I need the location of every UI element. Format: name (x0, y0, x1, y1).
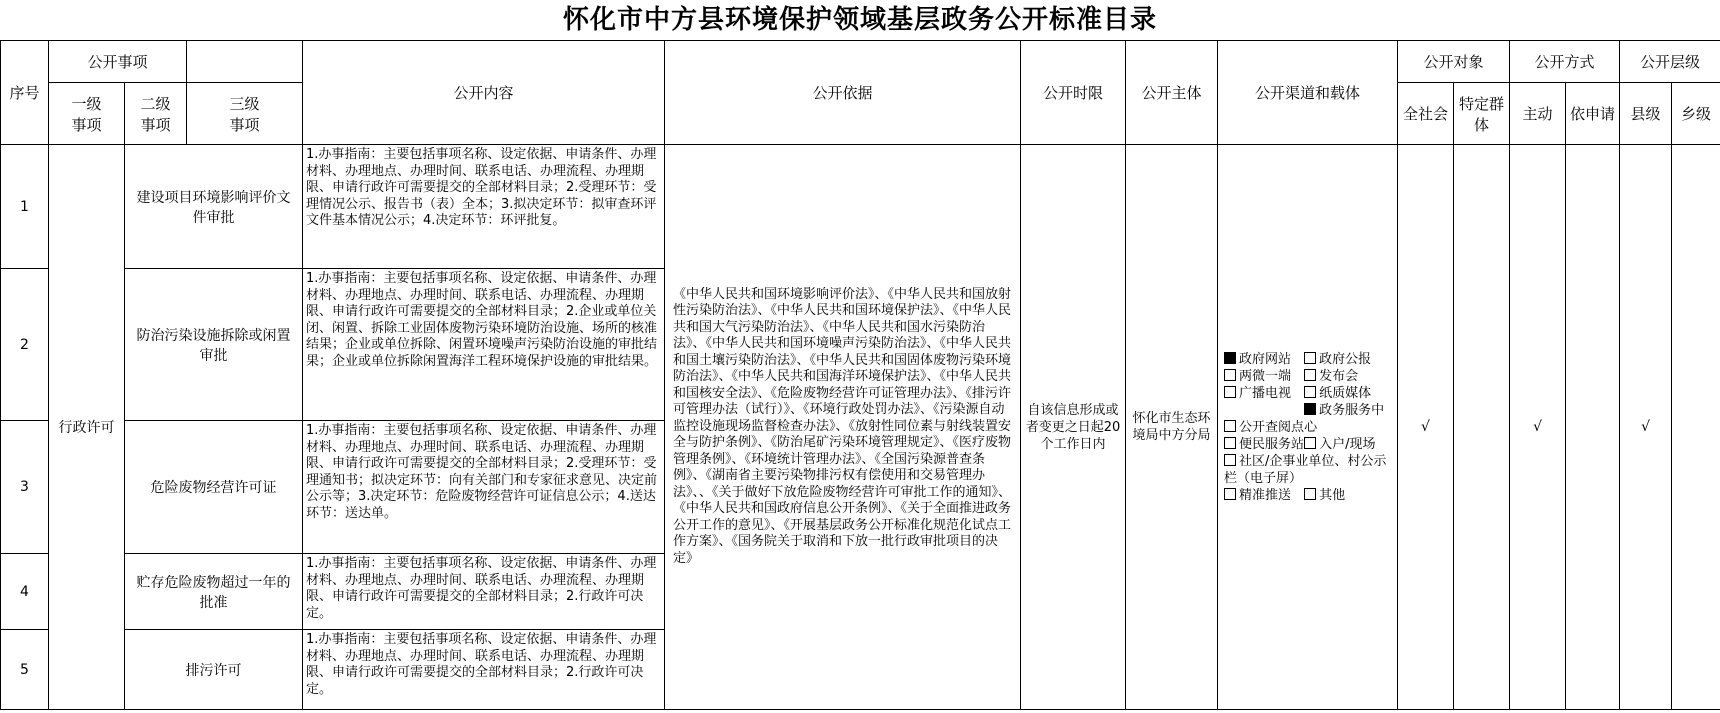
header-seq: 序号 (1, 41, 49, 145)
header-mode-active: 主动 (1510, 83, 1566, 145)
target-all-mark: √ (1398, 145, 1454, 710)
unchecked-box-icon (1304, 386, 1316, 398)
header-level3: 三级 事项 (187, 83, 303, 145)
header-item-group-empty (187, 41, 303, 83)
channel-label: 社区/企事业单位、村公示栏（电子屏） (1224, 453, 1387, 486)
basis-text: 《中华人民共和国环境影响评价法》、《中华人民共和国放射性污染防治法》、《中华人民共和国环境保护法》、《中华人民共和国大气污染防治法》、《中华人民共和国水污染防治法》、《中华人民共和国环境噪声污染防治法》、《中华人民共和国土壤污染防治法》、《中华人民共和国固体废物污染环境防治法》、《中华人民共和国海洋环境保护法》、《中华人民共和国核安全法》、《危险废物经营许可证管理办法》、《排污许可管理办法（试行）》、《环境行政处罚办法》、《污染源自动监控设施现场监督检查办法》、《放射性同位素与射线装置安全与防护条例》、《防治尾矿污染环境管理规定》、《医疗废物管理条例》、《环境统计管理办法》、《全国污染源普查条例》、《湖南省主要污染物排污权有偿使用和交易管理办法》、、《关于做好下放危险废物经营许可审批工作的通知》、《中华人民共和国政府信息公开条例》、《关于全面推进政务公开工作的意见》、《开展基层政务公开标准化规范化试点工作方案》、《国务院关于取消和下放一批行政审批项目的决定》 (665, 145, 1021, 710)
header-level-group: 公开层级 (1620, 41, 1720, 83)
channel-items (1224, 351, 1391, 504)
unchecked-box-icon (1304, 352, 1316, 364)
row-item: 危险废物经营许可证 (125, 421, 303, 554)
page-title: 怀化市中方县环境保护领域基层政务公开标准目录 (562, 5, 1157, 35)
channel-item (1304, 351, 1384, 368)
channel-label: 公开查阅点 (1239, 419, 1305, 435)
unchecked-box-icon (1304, 437, 1316, 449)
channel-label: 便民服务站 (1239, 436, 1305, 452)
channel-label: 政府公报 (1319, 351, 1372, 367)
row-content: 1.办事指南：主要包括事项名称、设定依据、申请条件、办理材料、办理地点、办理时间、联系电话、办理流程、办理期限、申请行政许可需要提交的全部材料目录；2.行政许可决定。 (303, 630, 665, 710)
row-item: 排污许可 (125, 630, 303, 710)
channel-label: 纸质媒体 (1319, 385, 1372, 401)
channel-label: 精准推送 (1239, 487, 1292, 503)
header-subject: 公开主体 (1126, 41, 1218, 145)
checked-box-icon (1224, 352, 1236, 364)
row-item: 防治污染设施拆除或闲置审批 (125, 269, 303, 421)
header-time-limit: 公开时限 (1021, 41, 1126, 145)
header-target-group: 公开对象 (1398, 41, 1510, 83)
header-basis: 公开依据 (665, 41, 1021, 145)
row-content: 1.办事指南：主要包括事项名称、设定依据、申请条件、办理材料、办理地点、办理时间、联系电话、办理流程、办理期限、申请行政许可需要提交的全部材料目录；2.行政许可决定。 (303, 554, 665, 630)
level-county-mark: √ (1620, 145, 1672, 710)
row-seq: 4 (1, 554, 49, 630)
channel-label: 政务服务中心 (1304, 402, 1385, 435)
table-row (1, 145, 1720, 269)
row-item: 建设项目环境影响评价文件审批 (125, 145, 303, 269)
header-level1: 一级 事项 (49, 83, 125, 145)
unchecked-box-icon (1224, 386, 1236, 398)
row-item: 贮存危险废物超过一年的批准 (125, 554, 303, 630)
channel-label: 其他 (1319, 487, 1346, 503)
row-seq: 1 (1, 145, 49, 269)
header-level-town: 乡级 (1672, 83, 1720, 145)
channel-item (1224, 487, 1304, 504)
header-mode-request: 依申请 (1566, 83, 1620, 145)
row-seq: 5 (1, 630, 49, 710)
header-target-all: 全社会 (1398, 83, 1454, 145)
subject-text: 怀化市生态环境局中方分局 (1126, 145, 1218, 710)
header-mode-group: 公开方式 (1510, 41, 1620, 83)
header-level-county: 县级 (1620, 83, 1672, 145)
unchecked-box-icon (1224, 454, 1236, 466)
time-limit-text: 自该信息形成或者变更之日起20个工作日内 (1021, 145, 1126, 710)
channel-item (1304, 436, 1384, 453)
channel-item (1224, 453, 1391, 487)
channel-item (1224, 419, 1304, 436)
unchecked-box-icon (1304, 369, 1316, 381)
channel-list (1218, 145, 1398, 710)
row-seq: 2 (1, 269, 49, 421)
unchecked-box-icon (1224, 437, 1236, 449)
checked-box-icon (1304, 403, 1316, 415)
catalog-table (0, 40, 1720, 710)
row-seq: 3 (1, 421, 49, 554)
channel-label: 两微一端 (1239, 368, 1292, 384)
unchecked-box-icon (1224, 369, 1236, 381)
channel-label: 广播电视 (1239, 385, 1292, 401)
header-item-group: 公开事项 (49, 41, 187, 83)
channel-label: 入户/现场 (1319, 436, 1376, 452)
row-content: 1.办事指南：主要包括事项名称、设定依据、申请条件、办理材料、办理地点、办理时间、联系电话、办理流程、办理期限、申请行政许可需要提交的全部材料目录；2.受理环节：受理通知书；拟决定环节：向有关部门和专家征求意见、决定前公示等；3.决定环节：危险废物经营许可证信息公示；4.送达环节：送达单。 (303, 421, 665, 554)
mode-active-mark: √ (1510, 145, 1566, 710)
unchecked-box-icon (1304, 488, 1316, 500)
channel-item (1304, 487, 1384, 504)
channel-item (1304, 368, 1384, 385)
channel-item (1304, 402, 1384, 436)
channel-item (1224, 351, 1304, 368)
target-specific-mark (1454, 145, 1510, 710)
unchecked-box-icon (1224, 420, 1236, 432)
header-content: 公开内容 (303, 41, 665, 145)
channel-item (1224, 436, 1304, 453)
mode-request-mark (1566, 145, 1620, 710)
channel-label: 发布会 (1319, 368, 1359, 384)
row-content: 1.办事指南：主要包括事项名称、设定依据、申请条件、办理材料、办理地点、办理时间、联系电话、办理流程、办理期限、申请行政许可需要提交的全部材料目录；2.受理环节：受理情况公示、报告书（表）全本；3.拟决定环节：拟审查环评文件基本情况公示；4.决定环节：环评批复。 (303, 145, 665, 269)
row-content: 1.办事指南：主要包括事项名称、设定依据、申请条件、办理材料、办理地点、办理时间、联系电话、办理流程、办理期限、申请行政许可需要提交的全部材料目录；2.企业或单位关闭、闲置、拆除工业固体废物污染环境防治设施、场所的核准结果；企业或单位拆除、闲置环境噪声污染防治设施的审批结果；企业或单位拆除闲置海洋工程环境保护设施的审批结果。 (303, 269, 665, 421)
level-town-mark (1672, 145, 1720, 710)
channel-item (1304, 385, 1384, 402)
channel-item (1224, 368, 1304, 385)
level1-item: 行政许可 (49, 145, 125, 710)
header-level2: 二级 事项 (125, 83, 187, 145)
channel-label: 政府网站 (1239, 351, 1292, 367)
unchecked-box-icon (1224, 488, 1236, 500)
header-target-specific: 特定群体 (1454, 83, 1510, 145)
channel-item (1224, 385, 1304, 402)
header-channels: 公开渠道和载体 (1218, 41, 1398, 145)
